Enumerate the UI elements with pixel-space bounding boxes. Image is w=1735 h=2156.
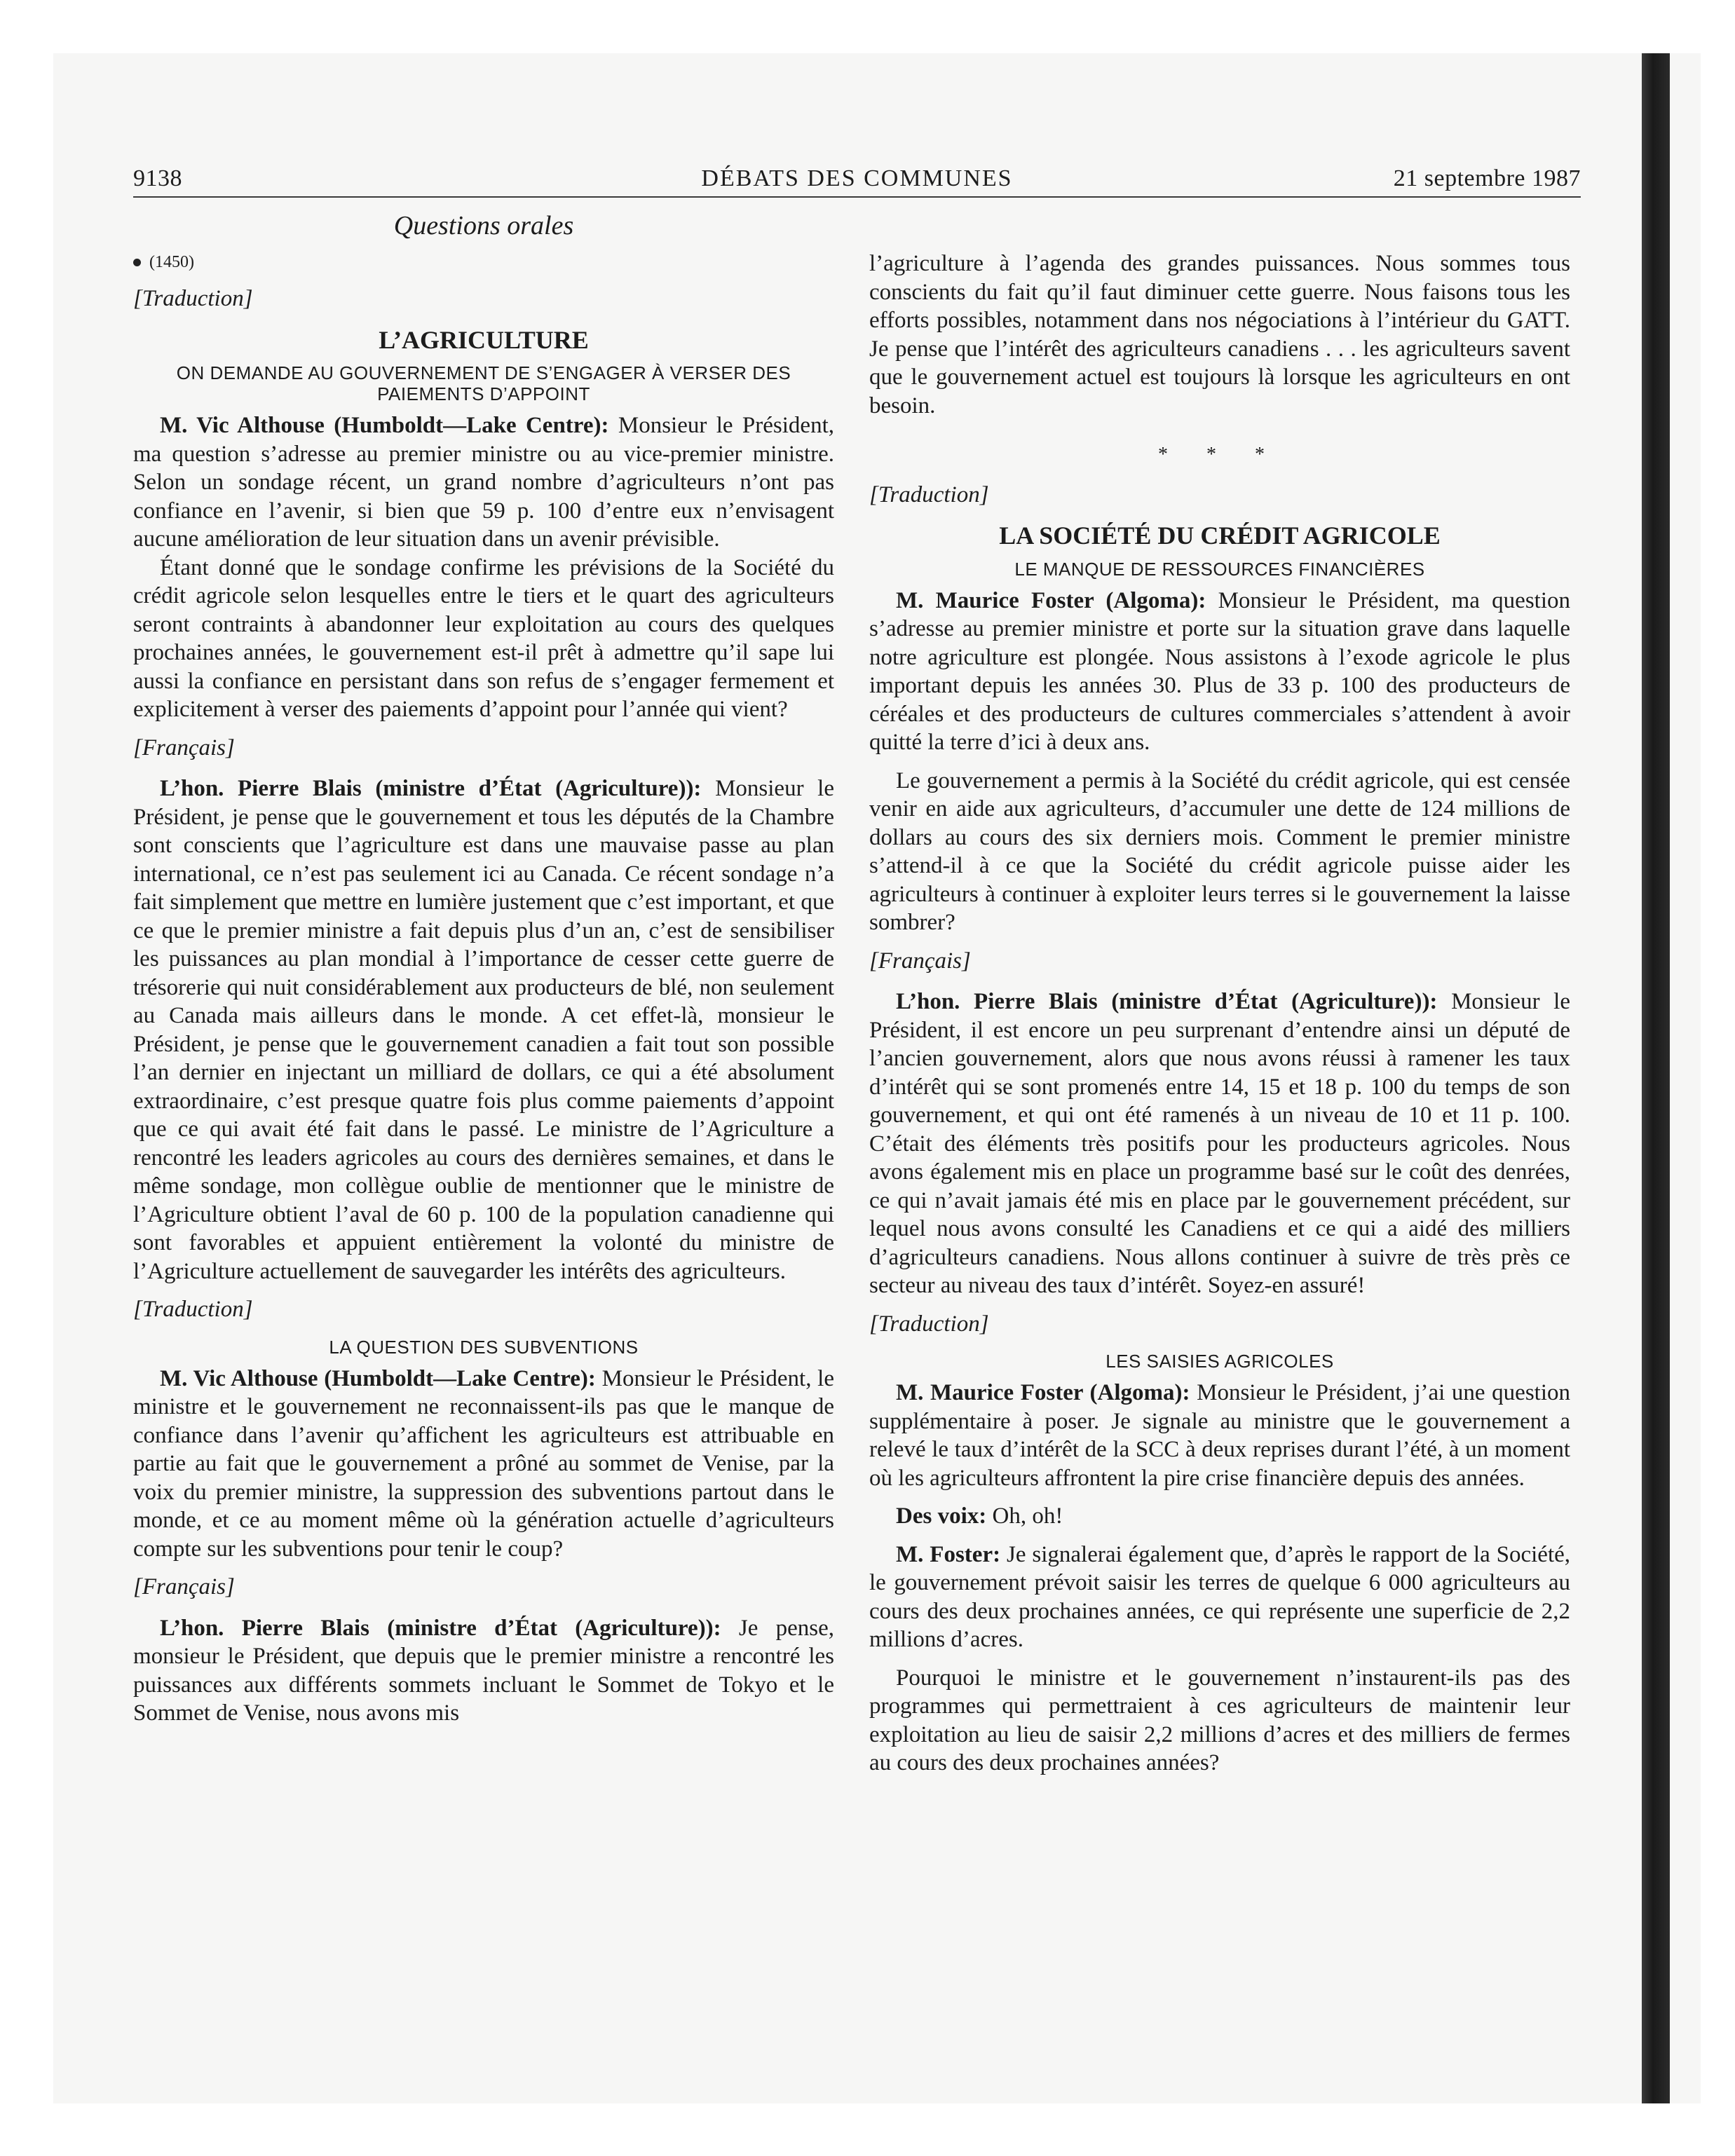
speech-text: Je signalerai également que, d’après le rapport de la Société, le gouvernement prévoit saisir les terres de quelque 6 000 agriculteurs au cours des deux prochaines années, ce qui représente une superficie de 2,2 millions d’acres. <box>869 1541 1571 1652</box>
language-tag: [Français] <box>133 1574 235 1599</box>
speech-text: Monsieur le Président, ma question s’adresse au premier ministre et porte sur la situation grave dans laquelle notre agriculture est plongée. Nous assistons à l’exode agricole le plus important depuis les années 30. Plus de 33 p. 100 des producteurs de céréales et des producteurs de cultures commerciales s’attendent à avoir quitté la terre d’ici à deux ans. <box>869 587 1570 755</box>
paragraph: Pourquoi le ministre et le gouvernement n’instaurent-ils pas des programmes qui permettraient à ces agriculteurs de maintenir leur exploitation au lieu de saisir 2,2 millions d’acres et des milliers de fermes au cours des deux prochaines années? <box>869 1665 1570 1775</box>
paragraph <box>869 1541 1570 1654</box>
bullet-icon <box>133 259 141 266</box>
language-tag: [Traduction] <box>869 1311 989 1337</box>
speech-text: Oh, oh! <box>986 1503 1063 1529</box>
speaker-name: M. Foster: <box>896 1541 1001 1567</box>
topic-subheading: LES SAISIES AGRICOLES <box>1105 1351 1334 1372</box>
language-tag: [Traduction] <box>133 286 253 311</box>
speaker-name: M. Vic Althouse (Humboldt—Lake Centre): <box>160 413 609 438</box>
speaker-name: M. Maurice Foster (Algoma): <box>896 587 1206 613</box>
section-separator: * * * <box>1158 444 1281 465</box>
paragraph-gap <box>869 1492 1570 1502</box>
time-code: (1450) <box>149 252 194 271</box>
speaker-name: L’hon. Pierre Blais (ministre d’État (Agriculture)): <box>160 776 702 801</box>
speech-text: Monsieur le Président, il est encore un peu surprenant d’entendre ainsi un député de l’ancien gouvernement, alors que nous avons réussi à ramener les taux d’intérêt qui se sont promenés entre 14, 15 et 18 p. 100 du temps de son gouvernement, et qui ont été ramenés à un niveau de 10 et 11 p. 100. C’était des éléments très positifs pour les producteurs agricoles. Nous avons également mis en place un programme basé sur le coût des denrées, ce qui n’avait jamais été mis en place par le gouvernement précédent, sur lequel nous avons consulté les Canadiens et ce qui a aidé des milliers d’agriculteurs canadiens. Nous allons continuer à suivre de très près ce secteur au niveau des taux d’intérêt. Soyez-en assuré! <box>869 989 1571 1298</box>
speaker-name: M. Maurice Foster (Algoma): <box>896 1380 1190 1405</box>
time-marker <box>133 250 834 275</box>
journal-title: DÉBATS DES COMMUNES <box>701 165 1013 191</box>
speaker-name: L’hon. Pierre Blais (ministre d’État (Agriculture)): <box>896 989 1438 1014</box>
paragraph-gap <box>869 1531 1570 1541</box>
speech-text: Je pense, monsieur le Président, que depuis que le premier ministre a rencontré les puissances aux différents sommets incluant le Sommet de Tokyo et le Sommet de Venise, nous avons mis <box>133 1615 834 1726</box>
paragraph <box>133 775 834 1285</box>
scan-edge-shadow <box>1642 53 1670 2103</box>
paragraph <box>133 411 834 554</box>
left-column <box>133 250 834 1728</box>
paragraph-gap <box>869 757 1570 767</box>
language-tag: [Français] <box>869 948 971 974</box>
topic-subheading: LE MANQUE DE RESSOURCES FINANCIÈRES <box>1014 558 1425 580</box>
speech-text: Monsieur le Président, je pense que le gouvernement et tous les députés de la Chambre sont conscients que l’agriculture est dans une mauvaise passe au plan international, ce n’est pas seulement ici au Canada. Ce récent sondage n’a fait simplement que mettre en lumière justement que c’est important, et que ce que le premier ministre a fait depuis plus d’un an, c’est de sensibiliser les puissances au plan mondial à l’importance de cesser cette guerre de trésorerie qui nuit considérablement aux producteurs de blé, non seulement au Canada mais ailleurs dans le monde. A cet effet-là, monsieur le Président, je pense que le gouvernement canadien a fait tout son possible l’an dernier en injectant un milliard de dollars, ce qui a été absolument extraordinaire, c’est presque quatre fois plus comme paiements d’appoint que ce qui avait été fait dans le passé. Le ministre de l’Agriculture a rencontré les leaders agricoles au cours des dernières semaines, et dans le même sondage, mon collègue oublie de mentionner que le ministre de l’Agriculture obtient l’aval de 60 p. 100 de la population canadienne qui sont favorables et appuient entièrement la volonté du ministre de l’Agriculture actuellement de sauvegarder les intérêts des agriculteurs. <box>133 776 835 1284</box>
language-tag: [Traduction] <box>869 482 989 507</box>
speaker-name: Des voix: <box>896 1503 987 1529</box>
language-tag: [Français] <box>133 735 235 760</box>
right-column <box>869 250 1570 1778</box>
paragraph: Le gouvernement a permis à la Société du crédit agricole, qui est censée venir en aide aux agriculteurs, d’accumuler une dette de 124 millions de dollars au cours des six derniers mois. Comment le premier ministre s’attend-il à ce que la Société du crédit agricole puisse aider les agriculteurs à continuer à exploiter leurs terres si le gouvernement la laisse sombrer? <box>869 767 1570 935</box>
speaker-name: L’hon. Pierre Blais (ministre d’État (Agriculture)): <box>160 1615 721 1641</box>
running-header <box>133 160 1581 198</box>
section-label: Questions orales <box>393 211 574 240</box>
paragraph <box>869 988 1570 1300</box>
paragraph-gap <box>869 1654 1570 1664</box>
topic-subheading: LA QUESTION DES SUBVENTIONS <box>329 1336 639 1358</box>
speech-text: Monsieur le Président, ma question s’adresse au premier ministre ou au vice-premier ministre. Selon un sondage récent, un grand nombre d’agriculteurs n’ont pas confiance en l’avenir, si bien que 59 p. 100 d’entre eux n’envisagent aucune amélioration de leur situation dans un avenir prévisible. <box>133 413 834 552</box>
speaker-name: M. Vic Althouse (Humboldt—Lake Centre): <box>160 1365 596 1391</box>
language-tag: [Traduction] <box>133 1297 253 1322</box>
page-number: 9138 <box>133 165 182 191</box>
paragraph <box>869 1502 1570 1531</box>
paragraph: Étant donné que le sondage confirme les prévisions de la Société du crédit agricole selon lesquelles entre le tiers et le quart des agriculteurs seront contraints à abandonner leur exploitation au cours des quelques prochaines années, le gouvernement est-il prêt à admettre qu’il sape lui aussi la confiance en persistant dans son refus de s’engager fermement et explicitement à verser des paiements d’appoint pour l’année qui vient? <box>133 554 834 722</box>
topic-subheading: ON DEMANDE AU GOUVERNEMENT DE S’ENGAGER À VERSER DES PAIEMENTS D’APPOINT <box>176 362 791 404</box>
topic-heading: L’AGRICULTURE <box>379 325 589 354</box>
topic-heading: LA SOCIÉTÉ DU CRÉDIT AGRICOLE <box>999 521 1441 550</box>
paragraph <box>133 1365 834 1564</box>
paragraph <box>869 587 1570 757</box>
paragraph <box>133 1614 834 1728</box>
speech-text: Monsieur le Président, j’ai une question supplémentaire à poser. Je signale au ministre que le gouvernement a relevé le taux d’intérêt de la SCC à deux reprises durant l’été, à un moment où les agriculteurs affrontent la pire crise financière depuis des années. <box>869 1380 1570 1491</box>
paragraph <box>869 1379 1570 1492</box>
speech-text: Monsieur le Président, le ministre et le gouvernement ne reconnaissent-ils pas que le manque de confiance dans l’avenir qu’affichent les agriculteurs est attribuable en partie au fait que le gouvernement a prôné au sommet de Venise, par la voix du premier ministre, la suppression des subventions partout dans le monde, et ce au moment même où la génération actuelle d’agriculteurs compte sur les subventions pour tenir le coup? <box>133 1365 834 1562</box>
header-date: 21 septembre 1987 <box>1393 165 1581 191</box>
paragraph: l’agriculture à l’agenda des grandes puissances. Nous sommes tous conscients du fait qu’il faut diminuer cette guerre. Nous faisons tous les efforts possibles, notamment dans nos négociations à l’intérieur du GATT. Je pense que l’intérêt des agriculteurs canadiens . . . les agriculteurs savent que le gouvernement actuel est toujours là lorsque les agriculteurs en ont besoin. <box>869 251 1570 418</box>
